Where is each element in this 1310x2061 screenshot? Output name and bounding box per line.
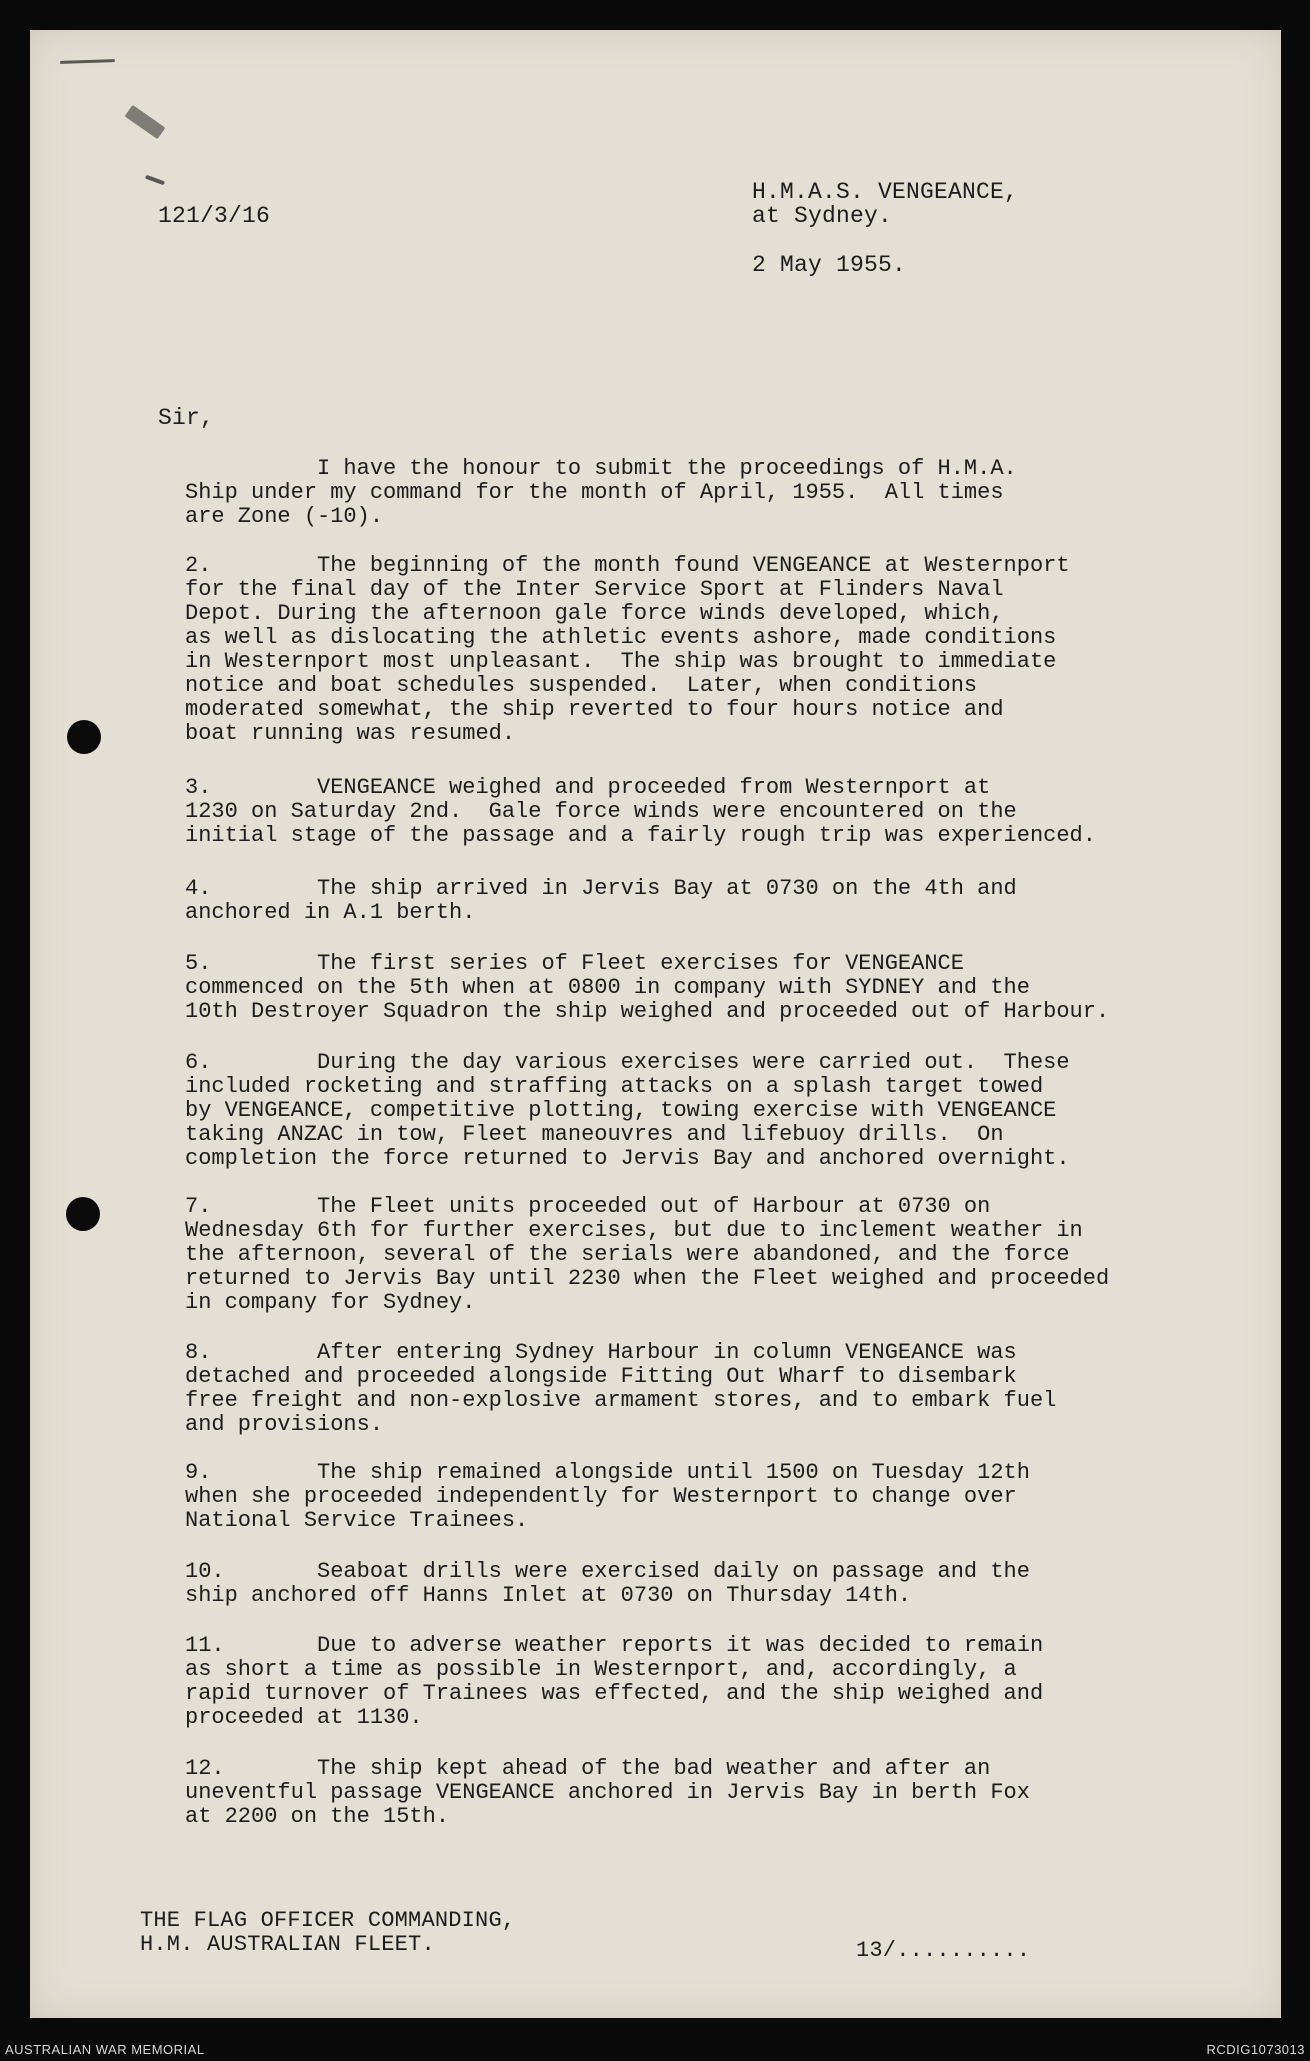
text-line: proceeded at 1130. xyxy=(185,1705,423,1730)
ship-location: at Sydney. xyxy=(752,203,893,229)
paper-mark xyxy=(125,105,166,139)
text-line: free freight and non-explosive armament stores, and to embark fuel xyxy=(185,1388,1057,1413)
text-line: in company for Sydney. xyxy=(185,1290,476,1315)
paragraph xyxy=(185,877,1245,925)
text-line: uneventful passage VENGEANCE anchored in Jervis Bay in berth Fox xyxy=(185,1780,1030,1805)
text-line: initial stage of the passage and a fairly rough trip was experienced. xyxy=(185,823,1096,848)
text-line: as well as dislocating the athletic events ashore, made conditions xyxy=(185,625,1057,650)
letter-date: 2 May 1955. xyxy=(752,252,907,278)
text-line: Ship under my command for the month of April, 1955. All times xyxy=(185,480,1004,505)
text-line: Wednesday 6th for further exercises, but due to inclement weather in xyxy=(185,1218,1083,1243)
text-line: returned to Jervis Bay until 2230 when the Fleet weighed and proceeded xyxy=(185,1266,1110,1291)
punch-hole xyxy=(66,1197,100,1231)
text-line: detached and proceeded alongside Fitting Out Wharf to disembark xyxy=(185,1364,1017,1389)
text-line: 6. During the day various exercises were carried out. These xyxy=(185,1050,1070,1075)
text-line: 12. The ship kept ahead of the bad weather and after an xyxy=(185,1756,991,1781)
text-line: commenced on the 5th when at 0800 in company with SYDNEY and the xyxy=(185,975,1030,1000)
paragraph xyxy=(185,457,1245,529)
footer-id: RCDIG1073013 xyxy=(1206,2042,1305,2057)
text-line: notice and boat schedules suspended. Later, when conditions xyxy=(185,673,978,698)
text-line: 10th Destroyer Squadron the ship weighed and proceeded out of Harbour. xyxy=(185,999,1110,1024)
text-line: the afternoon, several of the serials were abandoned, and the force xyxy=(185,1242,1070,1267)
paragraph xyxy=(185,952,1245,1024)
text-line: anchored in A.1 berth. xyxy=(185,900,476,925)
text-line: and provisions. xyxy=(185,1412,384,1437)
text-line: 11. Due to adverse weather reports it was decided to remain xyxy=(185,1633,1044,1658)
reference-number: 121/3/16 xyxy=(158,203,271,229)
paper-mark xyxy=(145,175,165,186)
text-line: 7. The Fleet units proceeded out of Harbour at 0730 on xyxy=(185,1194,991,1219)
text-line: 8. After entering Sydney Harbour in column VENGEANCE was xyxy=(185,1340,1017,1365)
text-line: 2. The beginning of the month found VENGEANCE at Westernport xyxy=(185,553,1070,578)
document-page xyxy=(30,30,1281,2018)
text-line: National Service Trainees. xyxy=(185,1508,529,1533)
text-line: for the final day of the Inter Service Sport at Flinders Naval xyxy=(185,577,1004,602)
paragraph xyxy=(185,1757,1245,1829)
footer-source: AUSTRALIAN WAR MEMORIAL xyxy=(5,2042,205,2057)
text-line: in Westernport most unpleasant. The ship was brought to immediate xyxy=(185,649,1057,674)
text-line: completion the force returned to Jervis Bay and anchored overnight. xyxy=(185,1146,1070,1171)
paper-mark xyxy=(60,59,115,64)
text-line: moderated somewhat, the ship reverted to four hours notice and xyxy=(185,697,1004,722)
addressee-line: THE FLAG OFFICER COMMANDING, xyxy=(140,1908,516,1933)
paragraph xyxy=(185,1341,1245,1437)
text-line: I have the honour to submit the proceedings of H.M.A. xyxy=(185,456,1017,481)
text-line: 1230 on Saturday 2nd. Gale force winds were encountered on the xyxy=(185,799,1017,824)
text-line: Depot. During the afternoon gale force winds developed, which, xyxy=(185,601,1004,626)
salutation: Sir, xyxy=(158,405,215,431)
text-line: included rocketing and straffing attacks on a splash target towed xyxy=(185,1074,1044,1099)
text-line: 5. The first series of Fleet exercises for VENGEANCE xyxy=(185,951,964,976)
paragraph xyxy=(185,554,1245,746)
paragraph xyxy=(185,1461,1245,1533)
text-line: ship anchored off Hanns Inlet at 0730 on Thursday 14th. xyxy=(185,1583,912,1608)
text-line: rapid turnover of Trainees was effected, and the ship weighed and xyxy=(185,1681,1044,1706)
text-line: 9. The ship remained alongside until 1500 on Tuesday 12th xyxy=(185,1460,1030,1485)
text-line: 10. Seaboat drills were exercised daily on passage and the xyxy=(185,1559,1030,1584)
text-line: boat running was resumed. xyxy=(185,721,516,746)
paragraph xyxy=(185,1051,1245,1171)
text-line: 3. VENGEANCE weighed and proceeded from Westernport at xyxy=(185,775,991,800)
punch-hole xyxy=(67,720,101,754)
text-line: by VENGEANCE, competitive plotting, towing exercise with VENGEANCE xyxy=(185,1098,1057,1123)
paragraph xyxy=(185,1634,1245,1730)
addressee-line: H.M. AUSTRALIAN FLEET. xyxy=(140,1932,435,1957)
text-line: 4. The ship arrived in Jervis Bay at 0730 on the 4th and xyxy=(185,876,1017,901)
ship-name: H.M.A.S. VENGEANCE, xyxy=(752,179,1019,205)
paragraph xyxy=(185,776,1245,848)
text-line: are Zone (-10). xyxy=(185,504,384,529)
continuation-marker: 13/.......... xyxy=(856,1938,1031,1963)
text-line: at 2200 on the 15th. xyxy=(185,1804,450,1829)
text-line: when she proceeded independently for Westernport to change over xyxy=(185,1484,1017,1509)
paragraph xyxy=(185,1560,1245,1608)
text-line: as short a time as possible in Westernport, and, accordingly, a xyxy=(185,1657,1017,1682)
text-line: taking ANZAC in tow, Fleet maneouvres and lifebuoy drills. On xyxy=(185,1122,1004,1147)
paragraph xyxy=(185,1195,1245,1315)
